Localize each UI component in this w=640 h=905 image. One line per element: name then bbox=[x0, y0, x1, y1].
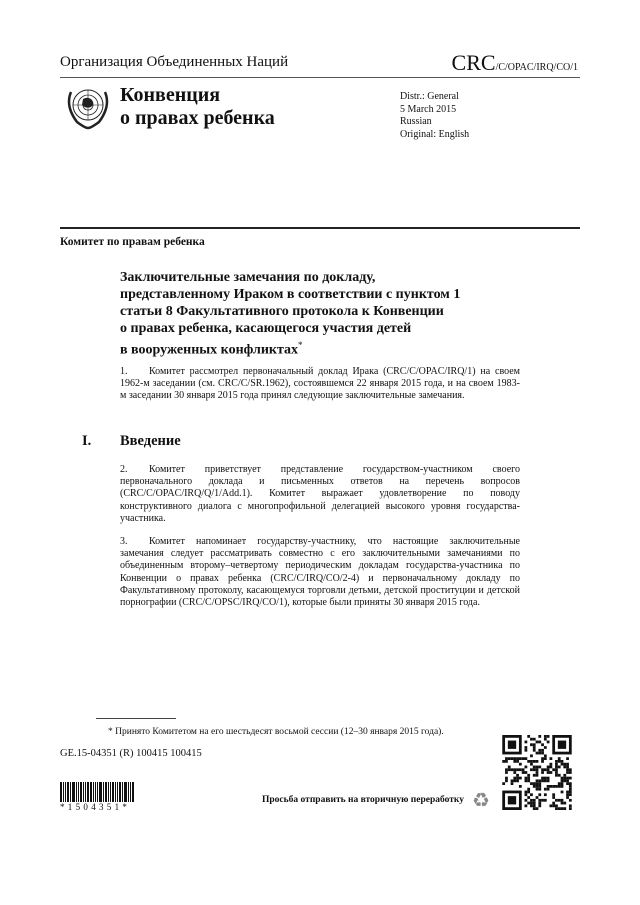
document-symbol bbox=[452, 50, 578, 76]
original-language: Original: English bbox=[400, 128, 470, 140]
section-number: I. bbox=[82, 433, 92, 449]
job-number: GE.15-04351 (R) 100415 100415 bbox=[60, 748, 202, 759]
symbol-main: CRC bbox=[451, 50, 496, 75]
committee-name: Комитет по правам ребенка bbox=[60, 236, 205, 248]
paragraph-text: Комитет приветствует представление государством-участником своего первоначального доклада и письменных ответов на перечень вопросов (CRC/C/OPAC/IRQ/Q/1/Add.1). Комитет выражает удовлетворение по поводу конструктивного диалога с многопрофильной делегацией высокого уровня государства-участника. bbox=[120, 464, 520, 524]
title-line: статьи 8 Факультативного протокола к Конвенции bbox=[120, 304, 444, 319]
footnote-mark: * bbox=[298, 340, 303, 350]
title-line: в вооруженных конфликтах bbox=[120, 342, 299, 358]
thick-rule bbox=[60, 227, 580, 229]
recycle-icon: ♻ bbox=[472, 790, 490, 812]
title-line: Заключительные замечания по докладу, bbox=[120, 270, 376, 285]
footnote-rule bbox=[96, 718, 176, 719]
date: 5 March 2015 bbox=[400, 103, 457, 115]
paragraph-1 bbox=[120, 366, 520, 403]
paragraph-text: Комитет напоминает государству-участнику, что настоящие заключительные замечания следует рассматривать совместно с его заключительными замечаниями по объединенным второму–четвертому периодическим докладам государства-участника по Конвенции о правах ребенка (CRC/C/IRQ/CO/2-4) и первоначальному докладу по Факультативному протоколу, касающемуся торговли детьми, детской проституции и детской порнографии (CRC/C/OPSC/IRQ/CO/1), которые были приняты 30 января 2015 года. bbox=[120, 536, 520, 609]
barcode-text: *1504351* bbox=[60, 802, 131, 812]
title-line: представленному Ираком в соответствии с пунктом 1 bbox=[120, 287, 461, 302]
paragraph-3 bbox=[120, 536, 520, 609]
un-emblem-icon bbox=[63, 82, 113, 130]
convention-title-line1: Конвенция bbox=[120, 84, 221, 106]
paragraph-number: 2. bbox=[120, 464, 128, 475]
recycle-notice: Просьба отправить на вторичную переработку bbox=[262, 795, 464, 805]
document-title bbox=[120, 269, 530, 359]
footnote: * Принято Комитетом на его шестьдесят восьмой сессии (12–30 января 2015 года). bbox=[108, 727, 444, 737]
paragraph-text: Комитет рассмотрел первоначальный доклад Ирака (CRC/C/OPAC/IRQ/1) на своем 1962-м заседании (см. CRC/C/SR.1962), состоявшемся 22 января 2015 года, и на своем 1983-м заседании 30 января 2015 года принял следующие заключительные замечания. bbox=[120, 366, 520, 402]
convention-title bbox=[120, 84, 275, 130]
paragraph-number: 3. bbox=[120, 536, 128, 547]
organization-name: Организация Объединенных Наций bbox=[60, 54, 289, 70]
paragraph-2 bbox=[120, 464, 520, 525]
distribution-info bbox=[400, 91, 469, 141]
header-rule bbox=[60, 77, 580, 78]
qr-code bbox=[502, 735, 572, 810]
paragraph-number: 1. bbox=[120, 366, 128, 377]
barcode bbox=[60, 782, 152, 802]
title-line: о правах ребенка, касающегося участия детей bbox=[120, 321, 412, 336]
language: Russian bbox=[400, 116, 432, 127]
section-heading: Введение bbox=[120, 433, 181, 449]
distr: Distr.: General bbox=[400, 91, 459, 102]
convention-title-line2: о правах ребенка bbox=[120, 107, 275, 129]
symbol-rest: /C/OPAC/IRQ/CO/1 bbox=[495, 62, 578, 73]
